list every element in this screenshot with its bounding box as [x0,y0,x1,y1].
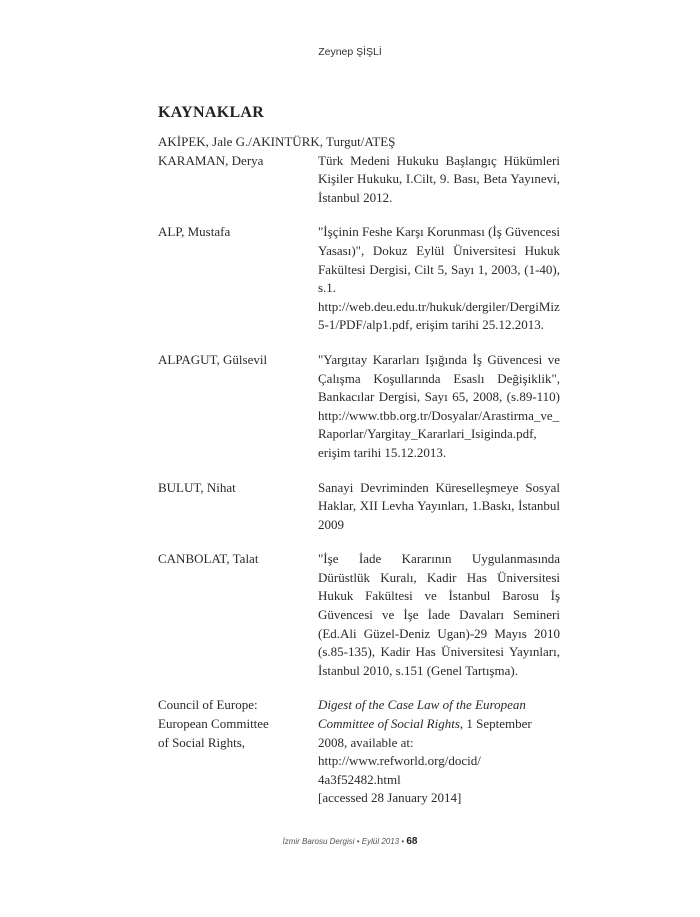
reference-entry [158,223,560,335]
reference-authors-line: AKİPEK, Jale G./AKINTÜRK, Turgut/ATEŞ [158,134,396,149]
footer-separator: • [354,837,362,846]
footer-date: Eylül 2013 [361,837,400,846]
reference-entry [158,550,560,680]
reference-text: Türk Medeni Hukuku Başlangıç Hükümleri Kişiler Hukuku, I.Cilt, 9. Bası, Beta Yayınevi, İstanbul 2012. [318,152,560,205]
reference-author-line: European Committee [158,716,269,732]
reference-list [158,133,560,808]
reference-title: Digest of the Case Law of the European Committee of Social Rights [318,697,526,732]
running-header-author: Zeynep ŞİŞLİ [318,46,382,58]
reference-text: "İşe İade Kararının Uygulanmasında Dürüstlük Kuralı, Kadir Has Üniversitesi Hukuk Fakültesi ve İstanbul Barosu İş Güvencesi ve İşe İade Davaları Semineri (Ed.Ali Güzel-Deniz Ugan)-29 Mayıs 2010 (s.85-135), Kadir Has Üniversitesi Yayınları, İstanbul 2010, s.151 (Genel Tartışma). [318,551,560,678]
reference-author: ALPAGUT, Gülsevil [158,351,268,367]
section-title: KAYNAKLAR [158,104,265,121]
reference-url: http://www.refworld.org/docid/ [318,753,481,769]
running-header [0,46,700,58]
reference-text: "Yargıtay Kararları Işığında İş Güvencesi ve Çalışma Koşullarında Esaslı Değişiklik", Bankacılar Dergisi, Sayı 65, 2008, (s.89-110) http://www.tbb.org.tr/Dosyalar/Arastirma_ve_Raporlar/Yargitay_Kararlari_Isiginda.pdf, erişim tarihi 15.12.2013. [318,351,560,460]
reference-entry [158,479,560,535]
page-footer [0,836,700,847]
reference-author-line: Council of Europe: [158,697,258,713]
reference-text [318,696,560,808]
footer-separator: • [399,837,407,846]
reference-entry [158,152,560,208]
reference-author-line: of Social Rights, [158,734,246,750]
reference-accessed: [accessed 28 January 2014] [318,790,462,806]
footer-journal: İzmir Barosu Dergisi [282,837,355,846]
reference-details: , 1 September 2008, available at: [318,716,532,750]
reference-url: 4a3f52482.html [318,771,401,787]
page-number: 68 [406,836,418,847]
reference-text: "İşçinin Feshe Karşı Korunması (İş Güvencesi Yasası)", Dokuz Eylül Üniversitesi Hukuk Fakültesi Dergisi, Cilt 5, Sayı 1, 2003, (1-40), s.1. http://web.deu.edu.tr/hukuk/dergiler/DergiMiz5-1/PDF/alp1.pdf, erişim tarihi 25.12.2013. [318,224,560,333]
reference-author [158,696,318,752]
reference-author: BULUT, Nihat [158,479,236,495]
reference-author: KARAMAN, Derya [158,152,264,168]
reference-author: CANBOLAT, Talat [158,551,259,567]
reference-author: ALP, Mustafa [158,224,231,240]
reference-text: Sanayi Devriminden Küreselleşmeye Sosyal Haklar, XII Levha Yayınları, 1.Baskı, İstanbul 2009 [318,479,560,532]
reference-entry [158,696,560,808]
reference-entry [158,351,560,463]
